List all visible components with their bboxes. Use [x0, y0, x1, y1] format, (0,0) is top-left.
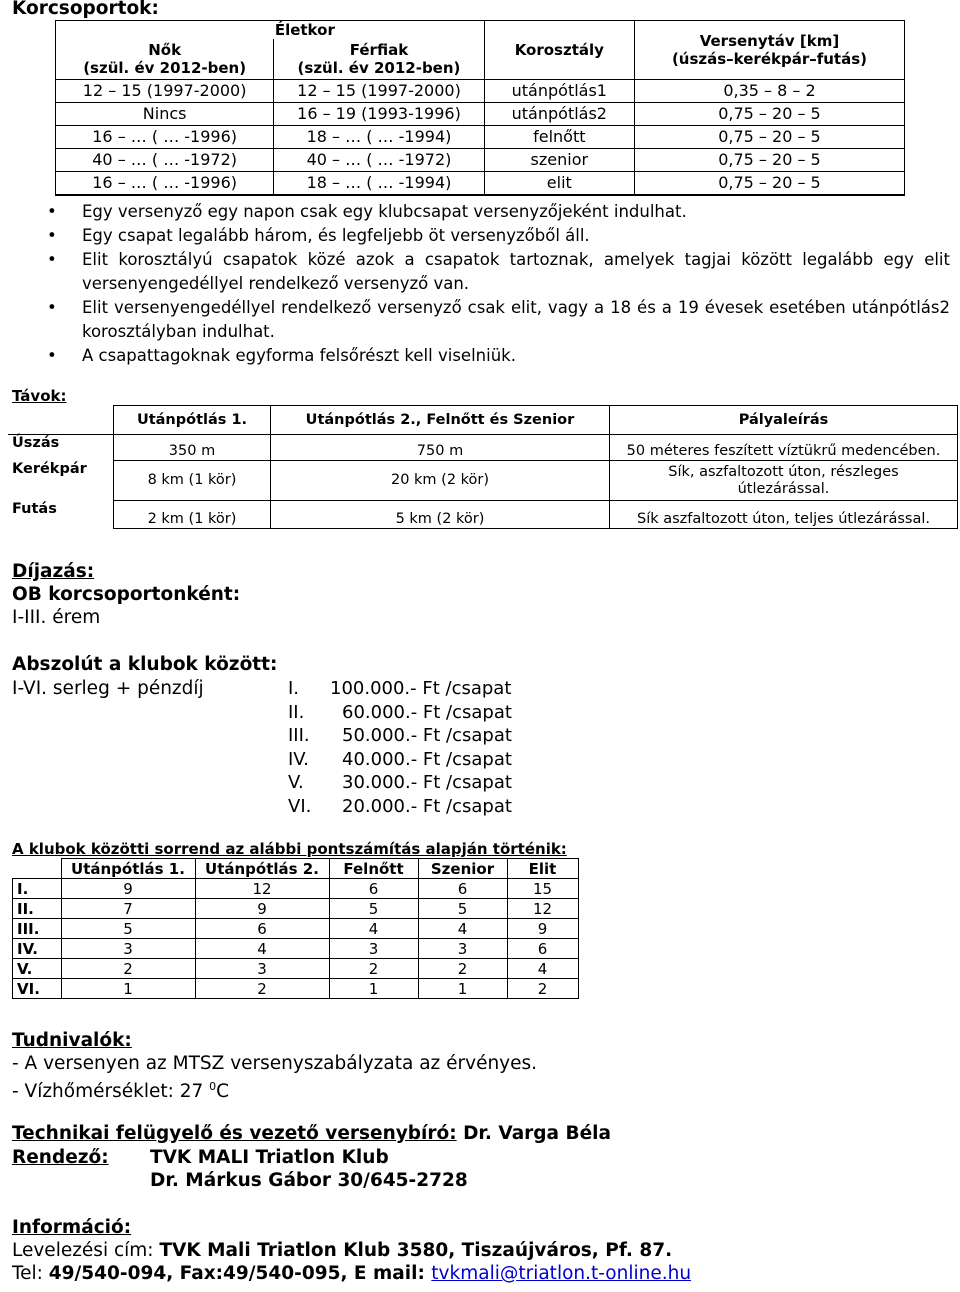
- table-row: [56, 103, 905, 126]
- row-label: II.: [13, 899, 62, 919]
- cell-tav: 0,75 – 20 – 5: [634, 126, 904, 149]
- cell-tav: 0,35 – 8 – 2: [634, 80, 904, 103]
- cell-value: 6: [507, 939, 578, 959]
- cell-value: 2: [507, 979, 578, 999]
- list-item: • Egy versenyző egy napon csak egy klubcsapat versenyzőjeként indulhat.: [0, 200, 950, 224]
- row-label: III.: [13, 919, 62, 939]
- cell-value: 5: [61, 919, 195, 939]
- cell-tav: 0,75 – 20 – 5: [634, 103, 904, 126]
- col-u1: Utánpótlás 1.: [114, 406, 271, 435]
- ferfiak-label: Férfiak: [349, 41, 409, 59]
- cell-value: 9: [507, 919, 578, 939]
- cell-value: 9: [195, 899, 329, 919]
- table-row: [56, 149, 905, 172]
- tech-label: Technikai felügyelő és vezető versenybíró:: [12, 1123, 457, 1144]
- cell-nok: 40 – … ( … -1972): [56, 149, 274, 172]
- cell-ferfiak: 18 – … ( … -1994): [274, 172, 484, 196]
- col-korosztaly: Korosztály: [484, 21, 634, 80]
- distances-table: [8, 405, 958, 529]
- cell-ferfiak: 40 – … ( … -1972): [274, 149, 484, 172]
- cell-value: 15: [507, 879, 578, 899]
- list-item: [288, 795, 512, 819]
- row-label: VI.: [13, 979, 62, 999]
- cell-value: 2: [329, 959, 418, 979]
- col-szenior: Szenior: [418, 859, 507, 879]
- cell-value: 5: [418, 899, 507, 919]
- cell-value: 7: [61, 899, 195, 919]
- address-value: TVK Mali Triatlon Klub 3580, Tiszaújváros, Pf. 87.: [159, 1240, 673, 1261]
- cell-value: 2: [418, 959, 507, 979]
- table-row: [13, 879, 579, 899]
- org-label: Rendező:: [12, 1147, 109, 1168]
- prize-rank: IV.: [288, 748, 310, 770]
- cell-value: 5: [329, 899, 418, 919]
- row-label: Futás: [8, 501, 114, 529]
- info-section: [12, 1216, 691, 1285]
- ob-prize: I-III. érem: [12, 607, 101, 628]
- table-row: [8, 435, 958, 461]
- prize-amount: 40.000.- Ft /csapat: [342, 748, 512, 770]
- cell-nok: 16 – … ( … -1996): [56, 126, 274, 149]
- table-row: [56, 126, 905, 149]
- col-elit: Elit: [507, 859, 578, 879]
- cell-ferfiak: 12 – 15 (1997-2000): [274, 80, 484, 103]
- col-u2: Utánpótlás 2.: [195, 859, 329, 879]
- cell-ferfiak: 18 – … ( … -1994): [274, 126, 484, 149]
- tudnivalok-line2: [12, 1075, 537, 1103]
- list-item: [288, 771, 512, 795]
- tel-label: Tel:: [12, 1263, 49, 1284]
- tel-value: 49/540-094, Fax:49/540-095, E mail:: [48, 1263, 432, 1284]
- nok-label: Nők: [148, 41, 182, 59]
- cell-u1: 2 km (1 kör): [114, 501, 271, 529]
- org-contact: Dr. Márkus Gábor 30/645-2728: [150, 1170, 468, 1191]
- tudnivalok-line1: - A versenyen az MTSZ versenyszabályzata az érvényes.: [12, 1053, 538, 1074]
- row-label: IV.: [13, 939, 62, 959]
- prize-rank: I.: [288, 678, 300, 699]
- col-palya: Pályaleírás: [610, 406, 958, 435]
- list-item: • A csapattagoknak egyforma felsőrészt kell viselniük.: [0, 344, 950, 368]
- tudnivalok-section: [12, 1029, 537, 1103]
- table-row: [8, 461, 958, 501]
- versenytav-label: Versenytáv [km]: [699, 32, 840, 50]
- cell-value: 6: [329, 879, 418, 899]
- cell-value: 2: [195, 979, 329, 999]
- cell-tav: 0,75 – 20 – 5: [634, 172, 904, 196]
- prize-amount: 50.000.- Ft /csapat: [342, 725, 512, 746]
- row-label: Úszás: [8, 435, 114, 461]
- points-title: A klubok közötti sorrend az alábbi pontszámítás alapján történik:: [12, 840, 567, 858]
- cell-value: 4: [329, 919, 418, 939]
- tech-name: Dr. Varga Béla: [463, 1123, 611, 1144]
- prize-rank: VI.: [288, 795, 312, 817]
- cell-nok: Nincs: [56, 103, 274, 126]
- table-row: [13, 979, 579, 999]
- prize-amount: 20.000.- Ft /csapat: [342, 795, 512, 817]
- table-row: [13, 959, 579, 979]
- tech-line: [12, 1122, 611, 1145]
- cell-u2: 750 m: [271, 435, 610, 461]
- cell-palya: 50 méteres feszített víztükrű medencében.: [610, 435, 958, 461]
- prize-list: [288, 677, 512, 818]
- ferfiak-sub: (szül. év 2012-ben): [297, 59, 461, 77]
- cell-korosztaly: felnőtt: [484, 126, 634, 149]
- cell-value: 3: [61, 939, 195, 959]
- water-temp-label: - Vízhőmérséklet: 27: [12, 1081, 210, 1103]
- rules-list: [0, 200, 950, 368]
- cell-ferfiak: 16 – 19 (1993-1996): [274, 103, 484, 126]
- corner-cell: [13, 859, 62, 879]
- col-nok: [56, 39, 274, 80]
- cell-value: 1: [61, 979, 195, 999]
- cell-value: 4: [195, 939, 329, 959]
- cell-value: 6: [195, 919, 329, 939]
- list-item: • Egy csapat legalább három, és legfeljebb öt versenyzőből áll.: [0, 224, 950, 248]
- list-item: • Elit versenyengedéllyel rendelkező versenyző csak elit, vagy a 18 és a 19 évesek esetében utánpótlás2 korosztályban indulhat.: [0, 296, 950, 344]
- section-heading-korcsoportok: Korcsoportok:: [12, 0, 159, 19]
- prize-rank: II.: [288, 701, 305, 723]
- cell-korosztaly: elit: [484, 172, 634, 196]
- list-item: [288, 677, 512, 701]
- prize-section: [12, 560, 240, 629]
- cell-value: 6: [418, 879, 507, 899]
- prize-amount: 60.000.- Ft /csapat: [342, 701, 512, 723]
- cell-value: 1: [418, 979, 507, 999]
- table-row: [13, 899, 579, 919]
- row-label: Kerékpár: [8, 461, 114, 501]
- row-label: V.: [13, 959, 62, 979]
- cell-tav: 0,75 – 20 – 5: [634, 149, 904, 172]
- points-table: [12, 858, 579, 999]
- dijazas-title: Díjazás:: [12, 561, 95, 582]
- tudnivalok-title: Tudnivalók:: [12, 1030, 132, 1051]
- cell-nok: 16 – … ( … -1996): [56, 172, 274, 196]
- cell-value: 9: [61, 879, 195, 899]
- col-u2: Utánpótlás 2., Felnőtt és Szenior: [271, 406, 610, 435]
- cell-u1: 8 km (1 kör): [114, 461, 271, 501]
- cell-korosztaly: utánpótlás1: [484, 80, 634, 103]
- prize-amount: 100.000.- Ft /csapat: [330, 678, 512, 699]
- table-row: [13, 919, 579, 939]
- col-felnott: Felnőtt: [329, 859, 418, 879]
- cell-value: 2: [61, 959, 195, 979]
- unit-c: C: [216, 1081, 230, 1103]
- cell-korosztaly: utánpótlás2: [484, 103, 634, 126]
- prize-rank: V.: [288, 772, 304, 793]
- abs-prize: I-VI. serleg + pénzdíj: [12, 678, 204, 699]
- table-row: [56, 80, 905, 103]
- org-name: TVK MALI Triatlon Klub: [150, 1147, 389, 1168]
- email-link[interactable]: tvkmali@triatlon.t-online.hu: [431, 1263, 692, 1284]
- corner-cell: [8, 406, 114, 435]
- section-heading-tavok: Távok:: [12, 387, 67, 405]
- list-item: [288, 701, 512, 725]
- address-label: Levelezési cím:: [12, 1240, 160, 1261]
- list-item: [288, 748, 512, 772]
- org-line: [12, 1146, 109, 1169]
- cell-value: 3: [329, 939, 418, 959]
- cell-value: 3: [418, 939, 507, 959]
- cell-value: 12: [195, 879, 329, 899]
- cell-value: 12: [507, 899, 578, 919]
- age-group-table: [55, 20, 905, 196]
- cell-palya: Sík, aszfaltozott úton, részleges útlezárással.: [610, 461, 958, 501]
- info-title: Információ:: [12, 1217, 132, 1238]
- versenytav-sub: (úszás–kerékpár–futás): [671, 50, 868, 68]
- row-label: I.: [13, 879, 62, 899]
- list-item: • Elit korosztályú csapatok közé azok a csapatok tartoznak, amelyek tagjai között legalább egy elit versenyengedéllyel rendelkező versenyző van.: [0, 248, 950, 296]
- table-row: [8, 501, 958, 529]
- prize-amount: 30.000.- Ft /csapat: [342, 772, 512, 793]
- cell-u2: 5 km (2 kör): [271, 501, 610, 529]
- cell-korosztaly: szenior: [484, 149, 634, 172]
- degree-sup: 0: [209, 1080, 217, 1093]
- col-ferfiak: [274, 39, 484, 80]
- abs-title: Abszolút a klubok között:: [12, 654, 278, 675]
- table-row: [56, 172, 905, 196]
- nok-sub: (szül. év 2012-ben): [83, 59, 247, 77]
- ob-title: OB korcsoportonként:: [12, 584, 241, 605]
- cell-nok: 12 – 15 (1997-2000): [56, 80, 274, 103]
- cell-u1: 350 m: [114, 435, 271, 461]
- cell-value: 3: [195, 959, 329, 979]
- col-u1: Utánpótlás 1.: [61, 859, 195, 879]
- cell-palya: Sík aszfaltozott úton, teljes útlezárással.: [610, 501, 958, 529]
- table-row: [13, 939, 579, 959]
- address-line: [12, 1239, 691, 1262]
- cell-value: 1: [329, 979, 418, 999]
- prize-rank: III.: [288, 725, 310, 746]
- cell-value: 4: [507, 959, 578, 979]
- contact-line: [12, 1262, 691, 1285]
- cell-u2: 20 km (2 kör): [271, 461, 610, 501]
- col-versenytav: [634, 21, 904, 80]
- list-item: [288, 724, 512, 748]
- cell-value: 4: [418, 919, 507, 939]
- col-eletkor: Életkor: [56, 21, 485, 40]
